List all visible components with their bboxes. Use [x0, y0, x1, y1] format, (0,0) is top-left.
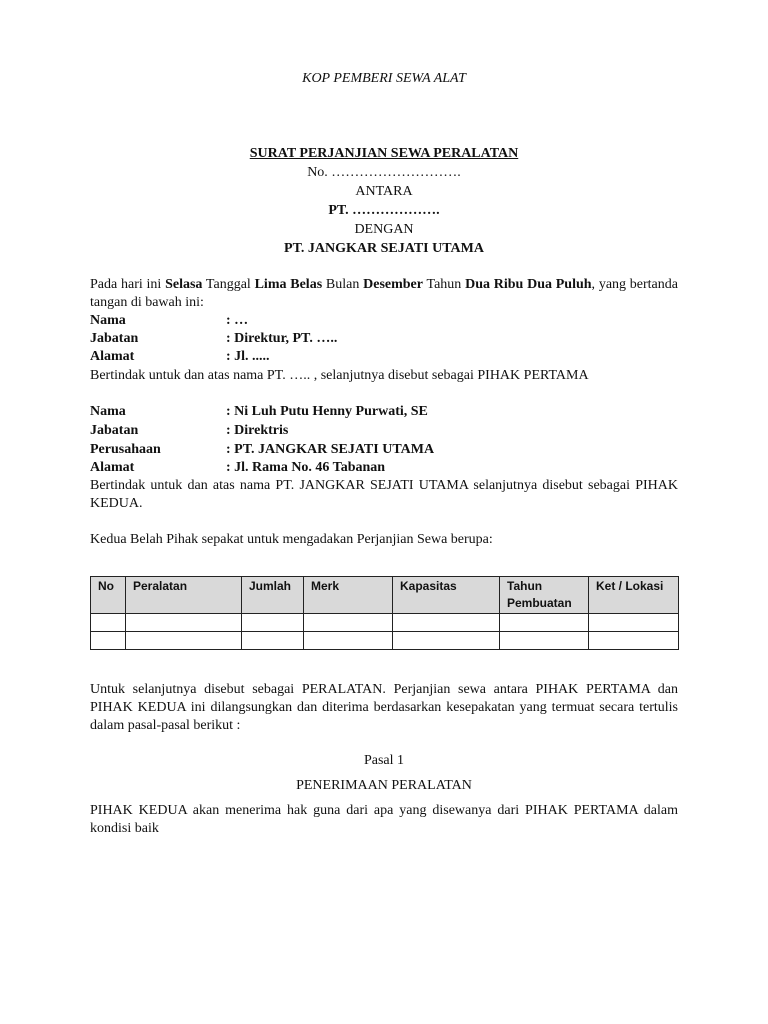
- body-paragraph-line-1: Untuk selanjutnya disebut sebagai PERALATAN. Perjanjian sewa antara PIHAK PERTAMA dan: [90, 682, 678, 697]
- table-cell: [304, 632, 393, 650]
- second-party-company-text: PT. JANGKAR SEJATI UTAMA: [284, 241, 484, 256]
- table-cell: [91, 614, 126, 632]
- document-number: No. ……………………….: [307, 165, 461, 180]
- party1-address-value: : Jl. .....: [226, 349, 270, 364]
- first-party-company: [0, 202, 768, 220]
- table-cell: [126, 632, 242, 650]
- col-header-capacity: Kapasitas: [393, 577, 500, 614]
- intro-text: Pada hari ini: [90, 277, 166, 292]
- party2-company-label: Perusahaan: [90, 442, 161, 457]
- party2-name-label: Nama: [90, 404, 126, 419]
- between-label: ANTARA: [355, 184, 413, 199]
- party1-statement: Bertindak untuk dan atas nama PT. ….. , selanjutnya disebut sebagai PIHAK PERTAMA: [90, 368, 589, 383]
- body-paragraph-line-3: dalam pasal-pasal berikut :: [90, 718, 241, 733]
- party2-address-label: Alamat: [90, 460, 135, 475]
- with-label: DENGAN: [354, 222, 414, 237]
- intro-text: Tahun: [423, 277, 466, 292]
- table-cell: [500, 614, 589, 632]
- intro-text: Bulan: [322, 277, 364, 292]
- table-row: [91, 632, 679, 650]
- party2-statement-line-2: KEDUA.: [90, 496, 143, 511]
- table-cell: [393, 614, 500, 632]
- equipment-table: [90, 576, 679, 650]
- first-party-company-text: PT. ……………….: [328, 203, 440, 218]
- pasal-text-line-2: kondisi baik: [90, 821, 159, 836]
- intro-line-2: tangan di bawah ini:: [90, 295, 204, 310]
- party2-position-label: Jabatan: [90, 423, 139, 438]
- agreement-intro: Kedua Belah Pihak sepakat untuk mengadakan Perjanjian Sewa berupa:: [90, 532, 493, 547]
- second-party-company: [0, 240, 768, 258]
- intro-date: Lima Belas: [254, 277, 323, 292]
- table-cell: [393, 632, 500, 650]
- table-cell: [589, 632, 679, 650]
- pasal-title: PENERIMAAN PERALATAN: [296, 778, 472, 793]
- party2-company-value: : PT. JANGKAR SEJATI UTAMA: [226, 442, 435, 457]
- intro-month: Desember: [363, 277, 423, 292]
- col-header-no: No: [91, 577, 126, 614]
- table-cell: [500, 632, 589, 650]
- letterhead-placeholder: KOP PEMBERI SEWA ALAT: [302, 71, 466, 86]
- table-row: [91, 614, 679, 632]
- table-cell: [126, 614, 242, 632]
- table-cell: [589, 614, 679, 632]
- col-header-equipment: Peralatan: [126, 577, 242, 614]
- col-header-year: Tahun Pembuatan: [500, 577, 589, 614]
- table-header-row: [91, 577, 679, 614]
- intro-text: , yang bertanda: [591, 277, 678, 292]
- table-cell: [304, 614, 393, 632]
- col-header-brand: Merk: [304, 577, 393, 614]
- table-cell: [242, 632, 304, 650]
- party2-name-value: : Ni Luh Putu Henny Purwati, SE: [226, 404, 428, 419]
- pasal-text-line-1: PIHAK KEDUA akan menerima hak guna dari apa yang disewanya dari PIHAK PERTAMA dalam: [90, 803, 678, 818]
- party1-name-label: Nama: [90, 313, 126, 328]
- party2-address-value: : Jl. Rama No. 46 Tabanan: [226, 460, 386, 475]
- col-header-quantity: Jumlah: [242, 577, 304, 614]
- party1-name-value: : …: [226, 313, 249, 328]
- intro-line-1: [90, 276, 678, 294]
- table-cell: [91, 632, 126, 650]
- pasal-number: Pasal 1: [363, 753, 405, 768]
- party1-position-label: Jabatan: [90, 331, 139, 346]
- intro-day: Selasa: [165, 277, 203, 292]
- table-cell: [242, 614, 304, 632]
- document-title: [0, 145, 768, 163]
- intro-year: Dua Ribu Dua Puluh: [465, 277, 592, 292]
- document-title-text: SURAT PERJANJIAN SEWA PERALATAN: [249, 146, 519, 161]
- party1-address-label: Alamat: [90, 349, 135, 364]
- body-paragraph-line-2: PIHAK KEDUA ini dilangsungkan dan diterima berdasarkan kesepakatan yang termuat secara tertulis: [90, 700, 678, 715]
- col-header-notes: Ket / Lokasi: [589, 577, 679, 614]
- party2-statement-line-1: Bertindak untuk dan atas nama PT. JANGKAR SEJATI UTAMA selanjutnya disebut sebagai PIHAK: [90, 478, 678, 493]
- intro-text: Tanggal: [202, 277, 255, 292]
- party1-position-value: : Direktur, PT. …..: [226, 331, 338, 346]
- party2-position-value: : Direktris: [226, 423, 289, 438]
